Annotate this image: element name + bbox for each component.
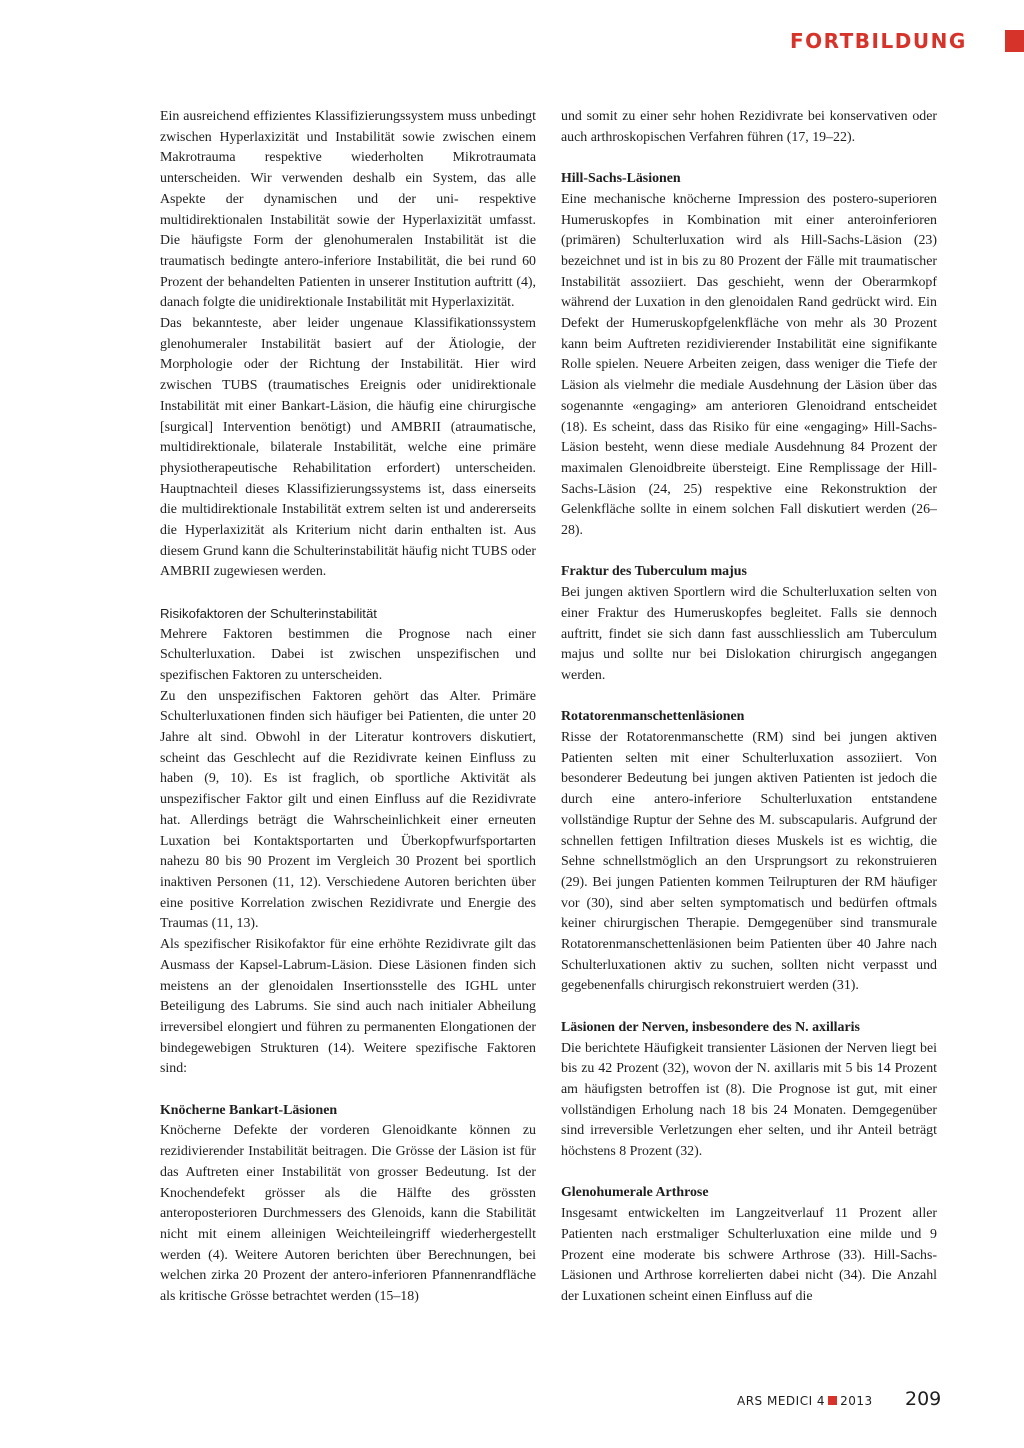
section-heading: Fraktur des Tuberculum majus: [561, 564, 747, 580]
journal-year: 2013: [840, 1394, 873, 1408]
paragraph: Mehrere Faktoren bestimmen die Prognose nach einer Schulterluxation. Dabei ist zwischen unspezifischen und spezifischen Faktoren zu unterscheiden.: [160, 626, 536, 683]
journal-name: ARS MEDICI 4: [737, 1394, 826, 1408]
section-heading: Risikofaktoren der Schulterinstabilität: [160, 605, 377, 621]
paragraph: Insgesamt entwickelten im Langzeitverlauf 11 Prozent aller Patienten nach erstmaliger Schulterluxation eine milde und 9 Prozent eine moderate bis schwere Arthrose (33). Hill-Sachs-Läsionen und Arthrose korrelierten dabei nicht (34). Die Anzahl der Luxationen scheint einen Einfluss auf die: [561, 1206, 937, 1304]
section-heading: Knöcherne Bankart-Läsionen: [160, 1102, 338, 1118]
left-column: [160, 107, 536, 1308]
page-number: 209: [905, 1388, 942, 1410]
paragraph: Zu den unspezifischen Faktoren gehört das Alter. Primäre Schulterluxationen finden sich häufiger bei Patienten, die unter 20 Jahre alt sind. Obwohl in der Literatur kontrovers diskutiert, scheint das Geschlecht auf die Rezidivrate keinen Einfluss zu haben (9, 10). Es ist fraglich, ob sportliche Aktivität als unspezifischer Faktor gilt und einen Einfluss auf die Rezidivrate hat. Allerdings beträgt die Wahrscheinlichkeit einer erneuten Luxation bei Kontaktsportarten und Überkopfwurfsportarten nahezu 80 bis 90 Prozent im Vergleich 30 Prozent bei sportlich inaktiven Personen (11, 12). Verschiedene Autoren berichten über eine positive Korrelation zwischen Rezidivrate und Energie des Traumas (11, 13).: [160, 688, 536, 932]
paragraph: und somit zu einer sehr hohen Rezidivrate bei konservativen oder auch arthroskopischen Verfahren führen (17, 19–22).: [561, 109, 937, 145]
right-column: [561, 107, 937, 1308]
paragraph: Bei jungen aktiven Sportlern wird die Schulterluxation selten von einer Fraktur des Humeruskopfes begleitet. Falls sie dennoch auftritt, findet sie sich dann fast ausschliesslich am Tuberculum majus und sollte nur bei Dislokation chirurgisch angegangen werden.: [561, 585, 937, 683]
section-heading: Hill-Sachs-Läsionen: [561, 171, 681, 187]
section-marker: [1005, 30, 1024, 52]
paragraph: Knöcherne Defekte der vorderen Glenoidkante können zu rezidivierender Instabilität beitragen. Die Grösse der Läsion ist für das Auftreten einer Instabilität von grosser Bedeutung. Ist der Knochendefekt grösser als die Hälfte des grössten anteroposterioren Durchmessers des Glenoids, kann die Stabilität nicht mit einem alleinigen Weichteileingriff wiederhergestellt werden (4). Weitere Autoren berichten über Berechnungen, bei welchen zirka 20 Prozent der antero-inferioren Pfannenrandfläche als kritische Grösse betrachtet werden (15–18): [160, 1123, 536, 1305]
paragraph: Als spezifischer Risikofaktor für eine erhöhte Rezidivrate gilt das Ausmass der Kapsel-Labrum-Läsion. Diese Läsionen finden sich meistens an der glenoidalen Insertionsstelle des IGHL unter Beteiligung des Labrums. Sie sind auch nach initialer Abheilung irreversibel elongiert und führen zu permanenten Elongationen der bindegewebigen Strukturen (14). Weitere spezifische Faktoren sind:: [160, 937, 536, 1077]
footer-marker: [828, 1396, 837, 1405]
section-heading: Läsionen der Nerven, insbesondere des N. axillaris: [561, 1019, 860, 1035]
paragraph: Eine mechanische knöcherne Impression des postero-superioren Humeruskopfes in Kombination mit einer anteroinferioren (primären) Schulterluxation wird als Hill-Sachs-Läsion (23) bezeichnet und ist in bis zu 80 Prozent der Fälle mit traumatischer Instabilität assoziiert. Das geschieht, wenn der Oberarmkopf während der Luxation in den glenoidalen Rand gedrückt wird. Ein Defekt der Humeruskopfgelenkfläche von mehr als 30 Prozent kann beim Auftreten rezidivierender Instabilität eine signifikante Rolle spielen. Neuere Arbeiten zeigen, dass weniger die Tiefe der Läsion als vielmehr die mediale Ausdehnung der Läsion über das sogenannte «engaging» am anterioren Glenoidrand entscheidet (18). Es scheint, dass das Risiko für eine «engaging» Hill-Sachs-Läsion besteht, wenn diese mediale Ausdehnung 84 Prozent der maximalen Glenoidbreite übersteigt. Eine Remplissage der Hill-Sachs-Läsion (24, 25) respektive eine Rekonstruktion der Gelenkfläche sollte in einem solchen Fall diskutiert werden (26–28).: [561, 191, 937, 539]
footer-journal: [737, 1394, 873, 1408]
section-heading: Rotatorenmanschettenläsionen: [561, 709, 745, 725]
paragraph: Ein ausreichend effizientes Klassifizierungssystem muss unbedingt zwischen Hyperlaxizität und Instabilität sowie zwischen einem Makrotrauma respektive wiederholten Mikrotraumata unterscheiden. Wir verwenden deshalb ein System, das alle Aspekte der dynamischen und der uni- respektive multidirektionalen Instabilität sowie der Hyperlaxizität umfasst. Die häufigste Form der glenohumeralen Instabilität ist die traumatisch bedingte antero-inferiore Instabilität, die bei rund 60 Prozent der behandelten Patienten in unserer Institution auftritt (4), danach folgte die unidirektionale Instabilität mit Hyperlaxizität.: [160, 109, 536, 311]
paragraph: Die berichtete Häufigkeit transienter Läsionen der Nerven liegt bei bis zu 42 Prozent (32), wovon der N. axillaris mit 5 bis 14 Prozent am häufigsten betroffen ist (8). Die Prognose ist gut, mit einer vollständigen Erholung nach 18 bis 24 Monaten. Demgegenüber sind irreversible Verletzungen eher selten, und ihr Anteil beträgt höchstens 8 Prozent (32).: [561, 1040, 937, 1160]
section-label: FORTBILDUNG: [790, 29, 967, 53]
paragraph: Risse der Rotatorenmanschette (RM) sind bei jungen aktiven Patienten selten mit einer Schulterluxation assoziiert. Von besonderer Bedeutung bei jungen aktiven Patienten ist jedoch die durch eine antero-inferiore Schulterluxation entstandene vollständige Ruptur der Sehne des M. subscapularis. Aufgrund der schnellen fettigen Infiltration dieses Muskels ist es wichtig, die Sehne schnellstmöglich an den Ursprungsort zu rekonstruieren (29). Bei jungen Patienten kommen Teilrupturen der RM häufiger vor (30), sind aber selten symptomatisch und bedürfen oftmals keiner chirurgischen Therapie. Demgegenüber sind transmurale Rotatorenmanschettenläsionen beim Patienten über 40 Jahre nach Schulterluxationen aktiv zu suchen, sollten nicht verpasst und gegebenenfalls chirurgisch rekonstruiert werden (31).: [561, 730, 937, 994]
section-heading: Glenohumerale Arthrose: [561, 1185, 709, 1201]
paragraph: Das bekannteste, aber leider ungenaue Klassifikationssystem glenohumeraler Instabilität basiert auf der Ätiologie, der Morphologie oder der Richtung der Instabilität. Hier wird zwischen TUBS (traumatisches Ereignis oder unidirektionale Instabilität mit einer Bankart-Läsion, die häufig eine chirurgische [surgical] Intervention benötigt) und AMBRII (atraumatische, multidirektionale, bilaterale Instabilität, welche eine primäre physiotherapeutische Rehabilitation erfordert) unterscheiden. Hauptnachteil dieses Klassifizierungssystems ist, dass einerseits die multidirektionale Instabilität extrem selten ist und andererseits die Hyperlaxizität als Kriterium nicht darin enthalten ist. Aus diesem Grund kann die Schulterinstabilität häufig nicht TUBS oder AMBRII zugewiesen werden.: [160, 316, 536, 580]
